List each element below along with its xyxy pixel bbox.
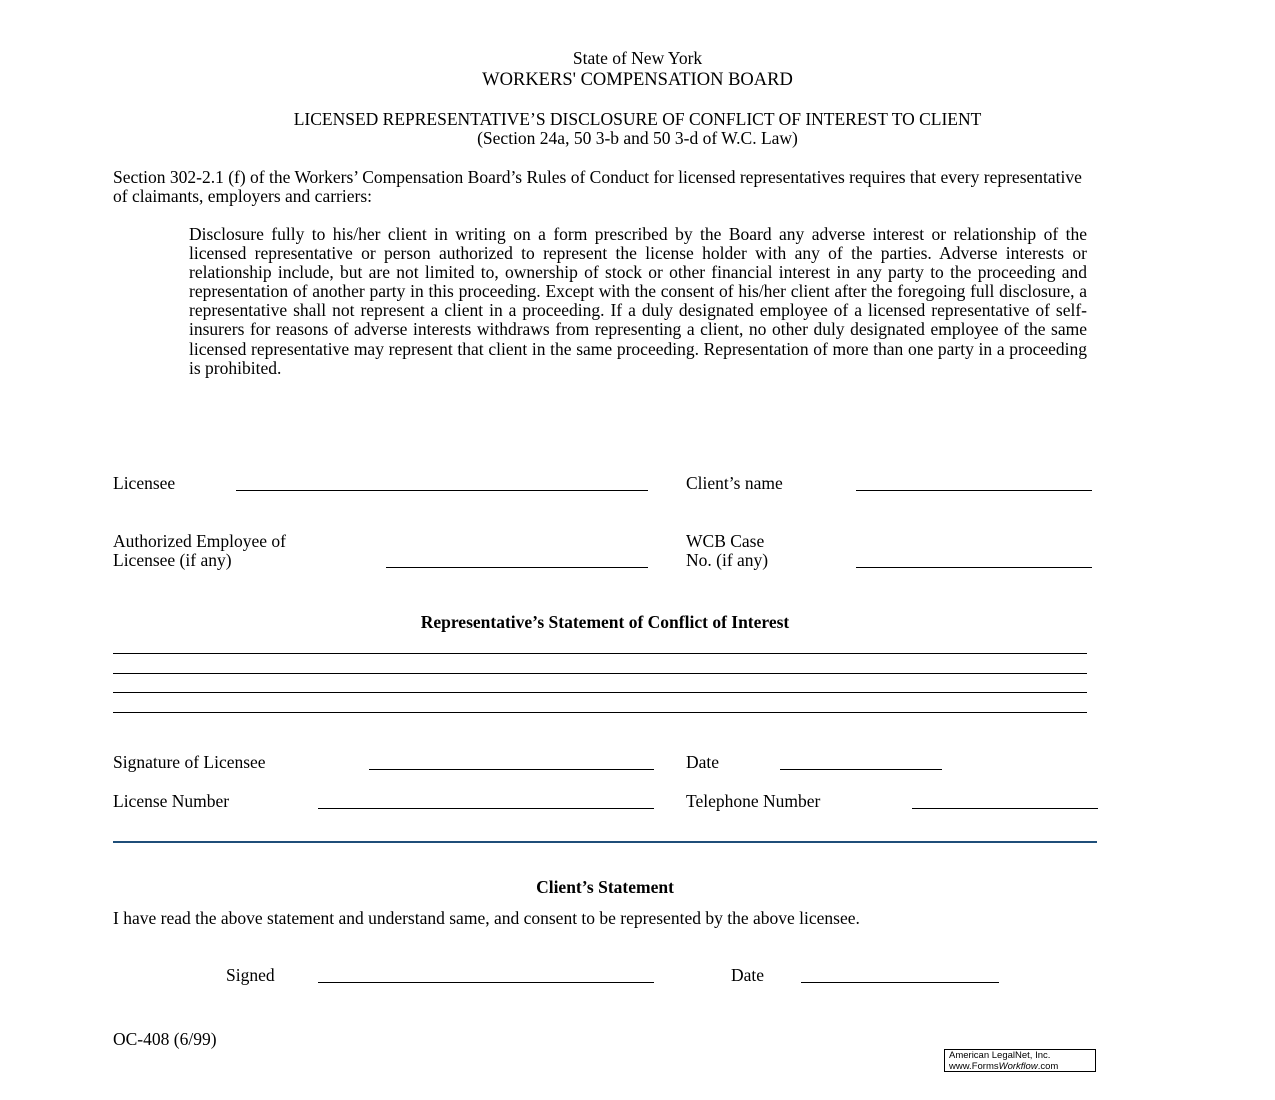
statement-line[interactable] [113, 653, 1087, 654]
license-number-label: License Number [113, 791, 230, 811]
clients-name-label: Client’s name [686, 473, 783, 493]
statement-heading: Representative’s Statement of Conflict of Interest [420, 612, 790, 632]
statement-line[interactable] [113, 692, 1087, 693]
state-title: State of New York [572, 48, 703, 68]
date-label: Date [686, 752, 720, 772]
client-signature-field[interactable] [318, 982, 654, 983]
authorized-employee-label-line1: Authorized Employee of [113, 531, 287, 551]
wcb-case-label-line2: No. (if any) [686, 550, 769, 570]
rule-paragraph: Disclosure fully to his/her client in writing on a form prescribed by the Board any adverse interest or relationship of the licensed representative or person authorized to represent the license holder with any of the parties. Adverse interests or relationship include, but are not limited to, ownership of stock or other financial interest in any party to the proceeding and representation of another party in this proceeding. Except with the consent of his/her client after the foregoing full disclosure, a representative shall not represent a client in a proceeding. If a duly designated employee of a licensed representative of self-insurers for reasons of adverse interests withdraws from representing a client, no other duly designated employee of the same licensed representative may represent that client in the same proceeding. Representation of more than one party in a proceeding is prohibited. [189, 224, 1087, 378]
signature-of-licensee-label: Signature of Licensee [113, 752, 266, 772]
statement-line[interactable] [113, 673, 1087, 674]
authorized-employee-field[interactable] [386, 567, 648, 568]
board-title: WORKERS' COMPENSATION BOARD [482, 70, 793, 90]
publisher-badge [944, 1049, 1096, 1072]
signature-of-licensee-field[interactable] [369, 769, 654, 770]
form-number: OC-408 (6/99) [113, 1029, 217, 1049]
authorized-employee-label-line2: Licensee (if any) [113, 550, 232, 570]
law-reference: (Section 24a, 50 3-b and 50 3-d of W.C. Law) [477, 128, 798, 148]
licensee-label: Licensee [113, 473, 176, 493]
form-title: LICENSED REPRESENTATIVE’S DISCLOSURE OF CONFLICT OF INTEREST TO CLIENT [293, 109, 982, 129]
licensee-field[interactable] [236, 490, 648, 491]
client-date-label: Date [731, 965, 765, 985]
clients-name-field[interactable] [856, 490, 1092, 491]
client-date-field[interactable] [801, 982, 999, 983]
statement-line[interactable] [113, 712, 1087, 713]
client-statement-heading: Client’s Statement [536, 877, 674, 897]
section-divider [113, 841, 1097, 843]
wcb-case-label-line1: WCB Case [686, 531, 765, 551]
license-number-field[interactable] [318, 808, 654, 809]
badge-line2: www.FormsWorkflow.com [949, 1060, 1059, 1072]
telephone-number-label: Telephone Number [686, 791, 821, 811]
badge-line1: American LegalNet, Inc. [949, 1050, 1051, 1061]
date-field[interactable] [780, 769, 942, 770]
intro-paragraph: Section 302-2.1 (f) of the Workers’ Compensation Board’s Rules of Conduct for licensed representatives requires that every representative of claimants, employers and carriers: [113, 167, 1082, 206]
telephone-number-field[interactable] [912, 808, 1098, 809]
client-statement-text: I have read the above statement and understand same, and consent to be represented by the above licensee. [113, 908, 860, 928]
signed-label: Signed [226, 965, 275, 985]
wcb-case-field[interactable] [856, 567, 1092, 568]
